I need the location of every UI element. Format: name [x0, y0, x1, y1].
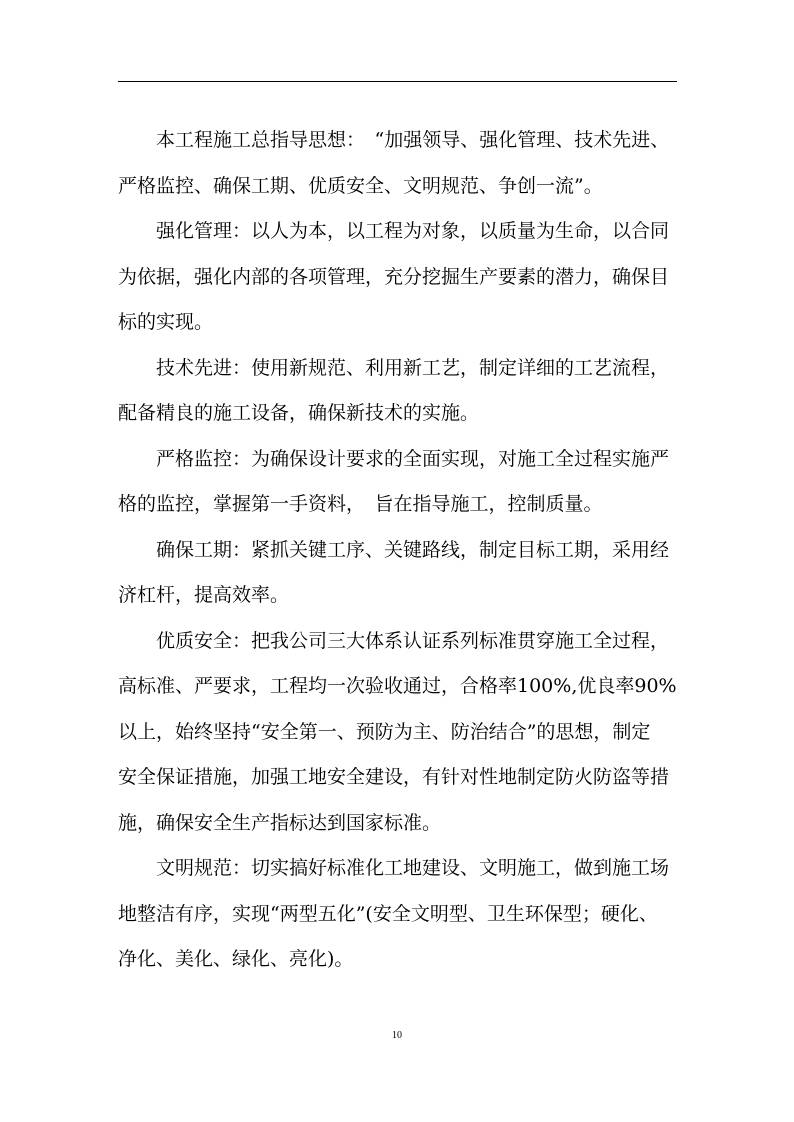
paragraph-line: 为依据，强化内部的各项管理，充分挖掘生产要素的潜力，确保目 [118, 265, 670, 288]
header-rule [118, 81, 677, 82]
paragraph-line: 标的实现。 [118, 311, 214, 333]
paragraph-line: 地整洁有序，实现“两型五化”(安全文明型、卫生环保型；硬化、 [118, 902, 658, 925]
paragraph-line: 严格监控、确保工期、优质安全、文明规范、争创一流”。 [118, 174, 603, 197]
paragraph-guiding-idea [118, 118, 678, 209]
paragraph-quality-safety [118, 619, 678, 847]
paragraph-line: 确保工期：紧抓关键工序、关键路线，制定目标工期，采用经 [156, 538, 670, 561]
paragraph-line: 优质安全：把我公司三大体系认证系列标准贯穿施工全过程， [156, 629, 670, 652]
paragraph-line: 本工程施工总指导思想： “加强领导、强化管理、技术先进、 [156, 129, 670, 151]
document-body [118, 118, 678, 983]
paragraph-line: 以上，始终坚持“安全第一、预防为主、防治结合”的思想，制定 [118, 720, 651, 743]
paragraph-line: 格的监控，掌握第一手资料， 旨在指导施工，控制质量。 [118, 493, 603, 515]
paragraph-line: 济杠杆，提高效率。 [118, 584, 290, 606]
paragraph-advanced-technology [118, 346, 678, 437]
paragraph-civilized-standard [118, 846, 678, 983]
page-number: 10 [392, 1030, 402, 1041]
paragraph-strengthen-management [118, 209, 678, 346]
paragraph-line: 严格监控：为确保设计要求的全面实现，对施工全过程实施严 [156, 447, 670, 470]
paragraph-line: 安全保证措施，加强工地安全建设，有针对性地制定防火防盗等措 [118, 766, 670, 788]
paragraph-line: 强化管理：以人为本，以工程为对象，以质量为生命，以合同 [156, 220, 670, 242]
paragraph-line: 施，确保安全生产指标达到国家标准。 [118, 811, 442, 834]
paragraph-line: 净化、美化、绿化、亮化)。 [118, 948, 354, 970]
paragraph-ensure-schedule [118, 528, 678, 619]
paragraph-line: 技术先进：使用新规范、利用新工艺，制定详细的工艺流程， [156, 356, 670, 379]
paragraph-line: 文明规范：切实搞好标准化工地建设、文明施工，做到施工场 [156, 857, 670, 879]
paragraph-line: 配备精良的施工设备，确保新技术的实施。 [118, 402, 480, 424]
paragraph-line: 高标准、严要求，工程均一次验收通过，合格率100%,优良率90% [118, 675, 677, 697]
paragraph-strict-supervision [118, 437, 678, 528]
